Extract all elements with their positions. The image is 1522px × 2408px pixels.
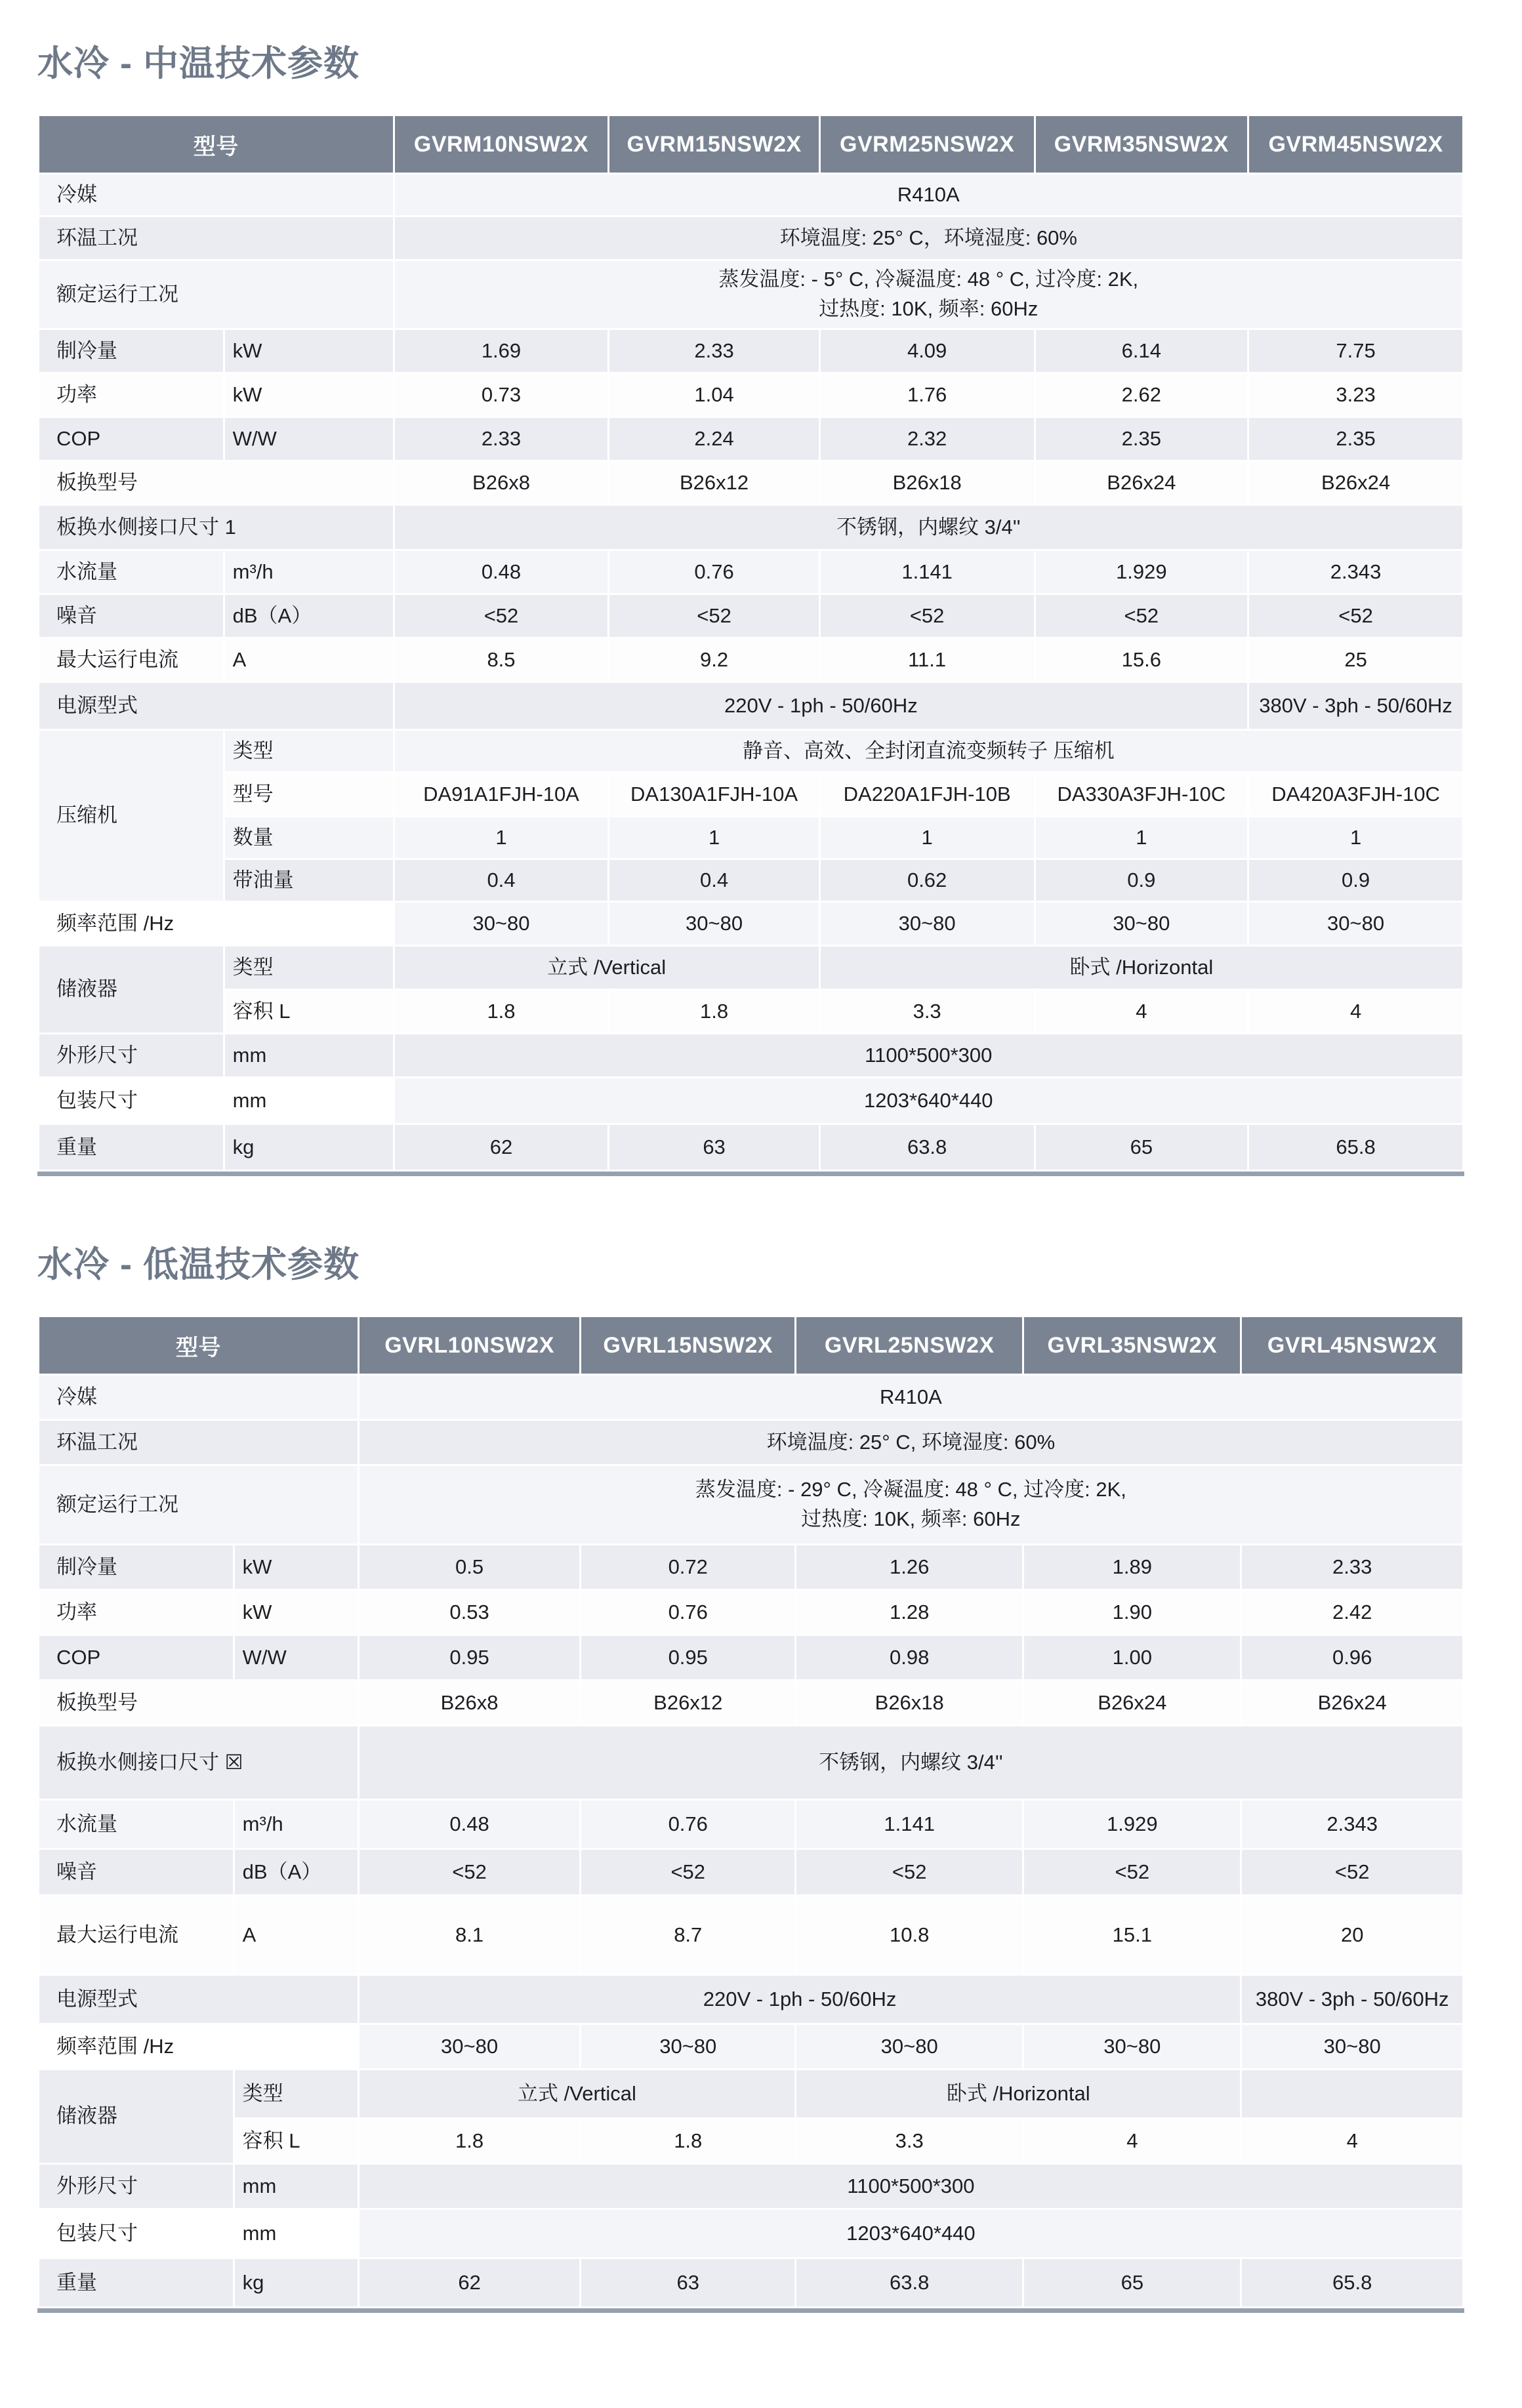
- table-row: [39, 2259, 1462, 2306]
- table-row: [39, 2119, 1462, 2163]
- value-cell: <52: [821, 595, 1034, 637]
- value-cell: B26x8: [360, 1681, 580, 1724]
- row-unit: kW: [235, 1591, 358, 1634]
- value-cell: 63.8: [821, 1125, 1034, 1170]
- row-unit: mm: [235, 2165, 358, 2208]
- value-cell: 2.33: [395, 418, 608, 460]
- model-column-header: GVRM45NSW2X: [1249, 116, 1462, 173]
- row-label: 额定运行工况: [39, 1466, 358, 1543]
- value-cell: 0.95: [360, 1636, 580, 1679]
- row-label: 包装尺寸: [39, 2210, 233, 2257]
- value-cell: DA130A1FJH-10A: [609, 773, 818, 815]
- value-cell: 2.33: [609, 330, 818, 372]
- row-label: 冷媒: [39, 174, 393, 215]
- spec-sheet-content: [0, 43, 1522, 2313]
- model-column-header: GVRL35NSW2X: [1024, 1317, 1240, 1374]
- value-cell: 15.1: [1024, 1896, 1240, 1974]
- value-cell: B26x12: [609, 462, 818, 504]
- value-cell: 1.141: [821, 551, 1034, 593]
- value-cell: 7.75: [1249, 330, 1462, 372]
- value-cell: 1.141: [796, 1801, 1022, 1848]
- row-unit: A: [235, 1896, 358, 1974]
- value-cell: 62: [395, 1125, 608, 1170]
- value-cell: 1.929: [1024, 1801, 1240, 1848]
- value-cell: 4: [1024, 2119, 1240, 2163]
- row-label: 包装尺寸: [39, 1078, 223, 1123]
- merged-value-cell: 220V - 1ph - 50/60Hz: [395, 683, 1248, 729]
- model-column-header: GVRM25NSW2X: [821, 116, 1034, 173]
- value-cell: DA91A1FJH-10A: [395, 773, 608, 815]
- value-cell: <52: [581, 1850, 794, 1894]
- merged-value-cell: 不锈钢，内螺纹 3/4'': [395, 506, 1462, 549]
- table-row: [39, 990, 1462, 1032]
- value-cell: 0.98: [796, 1636, 1022, 1679]
- table-row: [39, 1591, 1462, 1634]
- row-label: 制冷量: [39, 1545, 233, 1589]
- merged-value-cell: 1100*500*300: [360, 2165, 1462, 2208]
- value-cell: 0.72: [581, 1545, 794, 1589]
- table-row: [39, 1034, 1462, 1076]
- model-column-header: GVRM10NSW2X: [395, 116, 608, 173]
- row-unit: kW: [225, 374, 393, 416]
- row-unit: kW: [235, 1545, 358, 1589]
- model-column-header: GVRM35NSW2X: [1036, 116, 1248, 173]
- value-cell: 0.96: [1242, 1636, 1462, 1679]
- table-row: [39, 1801, 1462, 1848]
- table-row: [39, 773, 1462, 815]
- value-cell: 4.09: [821, 330, 1034, 372]
- value-cell: 8.7: [581, 1896, 794, 1974]
- value-cell: DA330A3FJH-10C: [1036, 773, 1248, 815]
- row-label: 噪音: [39, 1850, 233, 1894]
- value-cell: 2.35: [1249, 418, 1462, 460]
- row-label: 环温工况: [39, 1421, 358, 1464]
- value-cell: <52: [395, 595, 608, 637]
- value-cell: 2.24: [609, 418, 818, 460]
- low-temp-spec-table-wrap: [37, 1315, 1464, 2313]
- value-cell: 2.35: [1036, 418, 1248, 460]
- row-unit: 容积 L: [225, 990, 393, 1032]
- row-label: COP: [39, 1636, 233, 1679]
- value-cell: <52: [1242, 1850, 1462, 1894]
- row-label: 板换型号: [39, 1681, 358, 1724]
- row-unit: kg: [225, 1125, 393, 1170]
- value-cell: 20: [1242, 1896, 1462, 1974]
- row-unit: 类型: [225, 947, 393, 989]
- row-unit: 数量: [225, 817, 393, 858]
- value-cell: 1.89: [1024, 1545, 1240, 1589]
- value-cell: 3.3: [796, 2119, 1022, 2163]
- row-unit: dB（A）: [235, 1850, 358, 1894]
- value-cell: 30~80: [821, 903, 1034, 945]
- value-cell: [1242, 2070, 1462, 2117]
- table-row: [39, 374, 1462, 416]
- table-row: [39, 1466, 1462, 1543]
- row-unit: W/W: [235, 1636, 358, 1679]
- table-row: [39, 1976, 1462, 2023]
- row-label: 噪音: [39, 595, 223, 637]
- row-label: 最大运行电流: [39, 1896, 233, 1974]
- row-label: COP: [39, 418, 223, 460]
- value-cell: 0.9: [1249, 860, 1462, 901]
- value-cell: 2.62: [1036, 374, 1248, 416]
- table-row: [39, 1681, 1462, 1724]
- value-cell: 1: [1036, 817, 1248, 858]
- row-label: 外形尺寸: [39, 1034, 223, 1076]
- table-row: [39, 639, 1462, 681]
- value-cell: 30~80: [581, 2025, 794, 2068]
- value-cell: B26x8: [395, 462, 608, 504]
- merged-value-cell: 1100*500*300: [395, 1034, 1462, 1076]
- value-cell: 1.8: [395, 990, 608, 1032]
- row-label: 功率: [39, 374, 223, 416]
- model-column-header: GVRL25NSW2X: [796, 1317, 1022, 1374]
- merged-value-cell: 环境温度: 25° C，环境湿度: 60%: [395, 217, 1462, 259]
- medium-temp-spec-table: [37, 114, 1464, 1172]
- row-label: 制冷量: [39, 330, 223, 372]
- row-label: 环温工况: [39, 217, 393, 259]
- value-cell: <52: [1249, 595, 1462, 637]
- row-label: 板换水侧接口尺寸 1: [39, 506, 393, 549]
- value-cell: 1.00: [1024, 1636, 1240, 1679]
- table-row: [39, 1376, 1462, 1419]
- value-cell: 2.343: [1249, 551, 1462, 593]
- row-unit: 容积 L: [235, 2119, 358, 2163]
- table-row: [39, 217, 1462, 259]
- row-label: 额定运行工况: [39, 261, 393, 328]
- value-cell: 2.343: [1242, 1801, 1462, 1848]
- value-cell: 65.8: [1242, 2259, 1462, 2306]
- value-cell: 30~80: [1036, 903, 1248, 945]
- merged-value-cell: 蒸发温度: - 29° C, 冷凝温度: 48 ° C, 过冷度: 2K, 过热度: 10K, 频率: 60Hz: [360, 1466, 1462, 1543]
- value-cell: B26x18: [821, 462, 1034, 504]
- value-cell: 63: [581, 2259, 794, 2306]
- value-cell: 10.8: [796, 1896, 1022, 1974]
- model-column-header: GVRL15NSW2X: [581, 1317, 794, 1374]
- table-row: [39, 860, 1462, 901]
- table-row: [39, 1545, 1462, 1589]
- value-cell: 4: [1249, 990, 1462, 1032]
- table-row: [39, 330, 1462, 372]
- value-cell: 63.8: [796, 2259, 1022, 2306]
- row-label: 电源型式: [39, 683, 393, 729]
- model-column-header: GVRL45NSW2X: [1242, 1317, 1462, 1374]
- table-row: [39, 2070, 1462, 2117]
- merged-value-cell: R410A: [395, 174, 1462, 215]
- value-cell: 65.8: [1249, 1125, 1462, 1170]
- row-unit: A: [225, 639, 393, 681]
- value-cell: 1.8: [581, 2119, 794, 2163]
- table-row: [39, 1125, 1462, 1170]
- table-row: [39, 418, 1462, 460]
- group-label: 储液器: [39, 2070, 233, 2163]
- value-cell: 6.14: [1036, 330, 1248, 372]
- value-cell: 1.04: [609, 374, 818, 416]
- model-row-header: 型号: [39, 1317, 358, 1374]
- value-cell: 30~80: [1249, 903, 1462, 945]
- table-row: [39, 2025, 1462, 2068]
- value-cell: <52: [609, 595, 818, 637]
- merged-value-cell: 卧式 /Horizontal: [821, 947, 1462, 989]
- table-row: [39, 683, 1462, 729]
- merged-value-cell: 立式 /Vertical: [360, 2070, 794, 2117]
- row-label: 水流量: [39, 1801, 233, 1848]
- merged-value-cell: R410A: [360, 1376, 1462, 1419]
- row-label: 功率: [39, 1591, 233, 1634]
- value-cell: B26x24: [1242, 1681, 1462, 1724]
- value-cell: 3.3: [821, 990, 1034, 1032]
- value-cell: 62: [360, 2259, 580, 2306]
- merged-value-cell: 1203*640*440: [395, 1078, 1462, 1123]
- value-cell: 1.90: [1024, 1591, 1240, 1634]
- row-unit: mm: [235, 2210, 358, 2257]
- value-cell: 1: [609, 817, 818, 858]
- value-cell: DA220A1FJH-10B: [821, 773, 1034, 815]
- value-cell: 1: [821, 817, 1034, 858]
- row-label: 外形尺寸: [39, 2165, 233, 2208]
- row-label: 重量: [39, 2259, 233, 2306]
- row-label: 电源型式: [39, 1976, 358, 2023]
- value-cell: 1.929: [1036, 551, 1248, 593]
- medium-temp-spec-table-title: 水冷 - 中温技术参数: [37, 44, 360, 83]
- value-cell: 11.1: [821, 639, 1034, 681]
- low-temp-spec-table-title: 水冷 - 低温技术参数: [37, 1244, 360, 1284]
- value-cell: 30~80: [1024, 2025, 1240, 2068]
- group-label: 储液器: [39, 947, 223, 1032]
- table-row: [39, 174, 1462, 215]
- table-row: [39, 261, 1462, 328]
- model-column-header: GVRL10NSW2X: [360, 1317, 580, 1374]
- value-cell: 1: [1249, 817, 1462, 858]
- value-cell: 1.8: [360, 2119, 580, 2163]
- table-row: [39, 595, 1462, 637]
- merged-value-cell: 静音、高效、全封闭直流变频转子 压缩机: [395, 731, 1462, 771]
- value-cell: 0.48: [360, 1801, 580, 1848]
- value-cell: 63: [609, 1125, 818, 1170]
- medium-temp-spec-table-wrap: [37, 114, 1464, 1176]
- value-cell: 1.26: [796, 1545, 1022, 1589]
- value-cell: 4: [1242, 2119, 1462, 2163]
- row-unit: dB（A）: [225, 595, 393, 637]
- model-column-header: GVRM15NSW2X: [609, 116, 818, 173]
- row-label: 重量: [39, 1125, 223, 1170]
- value-cell: B26x12: [581, 1681, 794, 1724]
- group-label: 压缩机: [39, 731, 223, 901]
- merged-value-cell: 立式 /Vertical: [395, 947, 819, 989]
- row-unit: kW: [225, 330, 393, 372]
- row-unit: mm: [225, 1078, 393, 1123]
- value-cell: B26x24: [1036, 462, 1248, 504]
- table-row: [39, 2165, 1462, 2208]
- low-temp-spec-table: [37, 1315, 1464, 2308]
- value-cell: 0.95: [581, 1636, 794, 1679]
- row-unit: 带油量: [225, 860, 393, 901]
- value-cell: <52: [1024, 1850, 1240, 1894]
- merged-value-cell: 380V - 3ph - 50/60Hz: [1249, 683, 1462, 729]
- value-cell: 2.32: [821, 418, 1034, 460]
- row-label: 板换型号: [39, 462, 393, 504]
- merged-value-cell: 环境温度: 25° C, 环境湿度: 60%: [360, 1421, 1462, 1464]
- row-unit: 类型: [235, 2070, 358, 2117]
- row-unit: m³/h: [225, 551, 393, 593]
- value-cell: 0.4: [609, 860, 818, 901]
- table-row: [39, 506, 1462, 549]
- table-row: [39, 551, 1462, 593]
- value-cell: 0.73: [395, 374, 608, 416]
- model-row-header: 型号: [39, 116, 393, 173]
- row-label: 频率范围 /Hz: [39, 2025, 358, 2068]
- table-row: [39, 731, 1462, 771]
- value-cell: 1: [395, 817, 608, 858]
- value-cell: 0.76: [581, 1801, 794, 1848]
- value-cell: B26x24: [1024, 1681, 1240, 1724]
- row-label: 水流量: [39, 551, 223, 593]
- value-cell: B26x18: [796, 1681, 1022, 1724]
- value-cell: 8.1: [360, 1896, 580, 1974]
- merged-value-cell: 1203*640*440: [360, 2210, 1462, 2257]
- table-row: [39, 903, 1462, 945]
- value-cell: <52: [796, 1850, 1022, 1894]
- value-cell: 0.4: [395, 860, 608, 901]
- value-cell: <52: [360, 1850, 580, 1894]
- value-cell: 2.42: [1242, 1591, 1462, 1634]
- value-cell: 15.6: [1036, 639, 1248, 681]
- value-cell: 25: [1249, 639, 1462, 681]
- value-cell: 0.76: [609, 551, 818, 593]
- value-cell: DA420A3FJH-10C: [1249, 773, 1462, 815]
- value-cell: 0.53: [360, 1591, 580, 1634]
- value-cell: 0.9: [1036, 860, 1248, 901]
- value-cell: 0.48: [395, 551, 608, 593]
- value-cell: 1.76: [821, 374, 1034, 416]
- table-row: [39, 2210, 1462, 2257]
- table-row: [39, 462, 1462, 504]
- table-row: [39, 817, 1462, 858]
- row-unit: 型号: [225, 773, 393, 815]
- value-cell: 65: [1036, 1125, 1248, 1170]
- row-unit: m³/h: [235, 1801, 358, 1848]
- value-cell: 8.5: [395, 639, 608, 681]
- merged-value-cell: 不锈钢，内螺纹 3/4'': [360, 1726, 1462, 1799]
- table-row: [39, 1726, 1462, 1799]
- value-cell: 2.33: [1242, 1545, 1462, 1589]
- value-cell: 0.5: [360, 1545, 580, 1589]
- value-cell: 1.69: [395, 330, 608, 372]
- value-cell: 30~80: [395, 903, 608, 945]
- value-cell: 65: [1024, 2259, 1240, 2306]
- value-cell: 0.76: [581, 1591, 794, 1634]
- value-cell: B26x24: [1249, 462, 1462, 504]
- row-unit: W/W: [225, 418, 393, 460]
- value-cell: 1.28: [796, 1591, 1022, 1634]
- table-row: [39, 1636, 1462, 1679]
- value-cell: 30~80: [1242, 2025, 1462, 2068]
- table-row: [39, 1078, 1462, 1123]
- row-unit: 类型: [225, 731, 393, 771]
- merged-value-cell: 380V - 3ph - 50/60Hz: [1242, 1976, 1462, 2023]
- value-cell: 4: [1036, 990, 1248, 1032]
- value-cell: 30~80: [609, 903, 818, 945]
- value-cell: 30~80: [360, 2025, 580, 2068]
- table-row: [39, 1896, 1462, 1974]
- value-cell: 3.23: [1249, 374, 1462, 416]
- row-unit: kg: [235, 2259, 358, 2306]
- value-cell: 1.8: [609, 990, 818, 1032]
- value-cell: 9.2: [609, 639, 818, 681]
- value-cell: <52: [1036, 595, 1248, 637]
- table-row: [39, 947, 1462, 989]
- value-cell: 0.62: [821, 860, 1034, 901]
- table-row: [39, 1421, 1462, 1464]
- row-unit: mm: [225, 1034, 393, 1076]
- table-row: [39, 1850, 1462, 1894]
- merged-value-cell: 蒸发温度: - 5° C, 冷凝温度: 48 ° C, 过冷度: 2K, 过热度: 10K, 频率: 60Hz: [395, 261, 1462, 328]
- row-label: 板换水侧接口尺寸 ☒: [39, 1726, 358, 1799]
- merged-value-cell: 卧式 /Horizontal: [796, 2070, 1240, 2117]
- row-label: 频率范围 /Hz: [39, 903, 393, 945]
- row-label: 最大运行电流: [39, 639, 223, 681]
- value-cell: 30~80: [796, 2025, 1022, 2068]
- merged-value-cell: 220V - 1ph - 50/60Hz: [360, 1976, 1241, 2023]
- row-label: 冷媒: [39, 1376, 358, 1419]
